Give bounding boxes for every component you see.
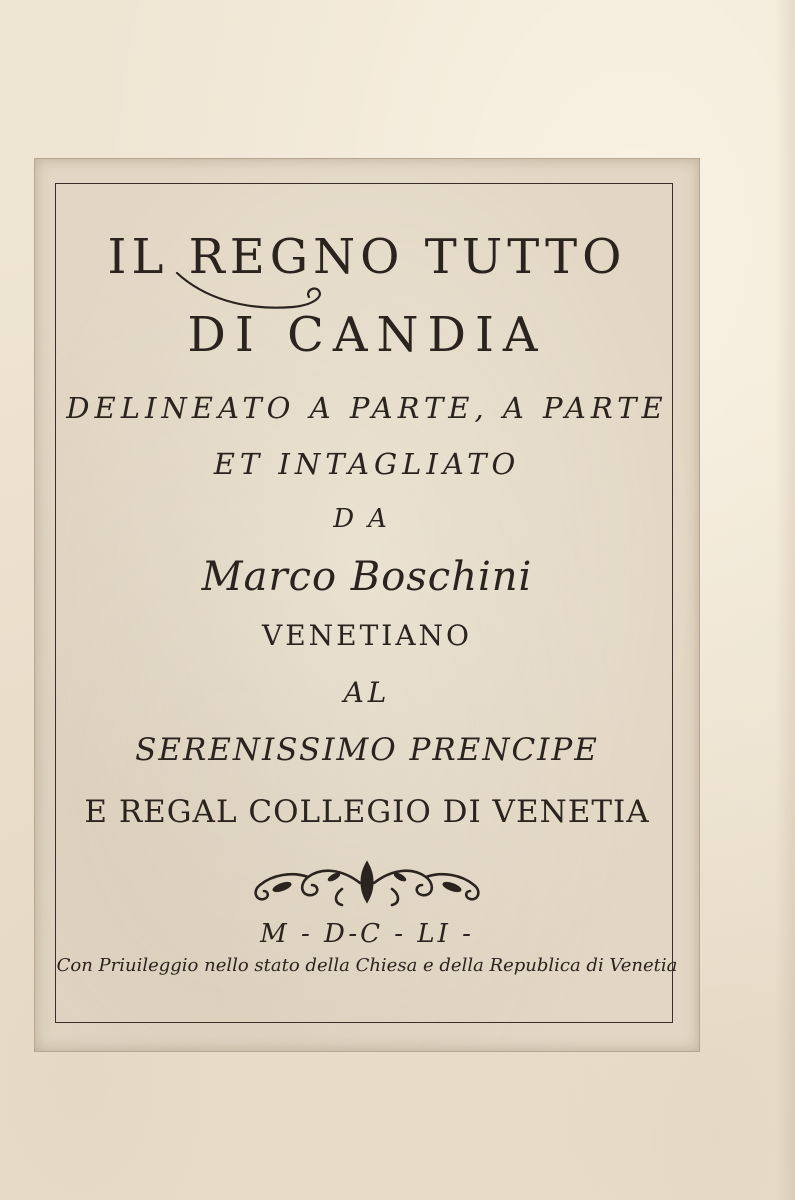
dedication-to: AL	[343, 676, 391, 709]
engraved-title-plate	[34, 158, 700, 1052]
dedicatee-line-1: SERENISSIMO PRENCIPE	[135, 732, 599, 768]
ornament-scroll-icon	[242, 855, 492, 911]
author-name: Marco Boschini	[201, 554, 533, 600]
dedicatee-line-2: E REGAL COLLEGIO DI VENETIA	[84, 794, 650, 830]
subtitle-line-1: DELINEATO A PARTE, A PARTE	[66, 391, 668, 425]
privilege-notice: Con Priuileggio nello stato della Chiesa e della Republica di Venetia	[56, 955, 678, 976]
by-line: DA	[333, 504, 401, 534]
title-line-2: DI CANDIA	[187, 307, 547, 363]
page-edge-shadow	[775, 0, 795, 1200]
subtitle-line-2: ET INTAGLIATO	[213, 447, 521, 481]
publication-date: M - D-C - LI -	[260, 919, 474, 949]
author-origin: VENETIANO	[261, 619, 472, 652]
title-line-1: IL REGNO TUTTO	[107, 229, 627, 285]
